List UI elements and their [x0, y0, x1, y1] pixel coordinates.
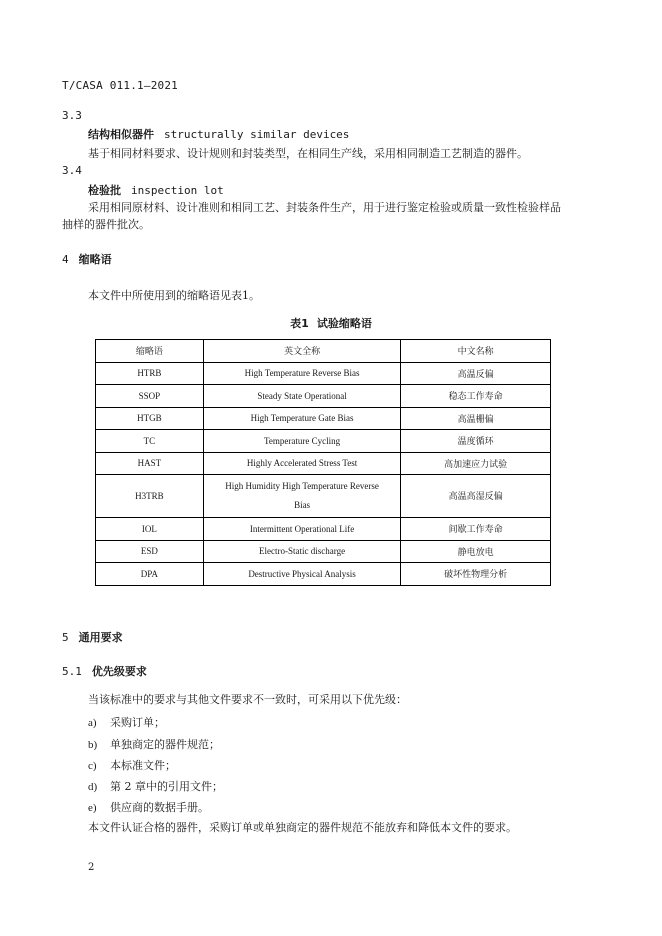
cell-abbr: IOL — [96, 518, 204, 541]
list-text: 单独商定的器件规范； — [110, 738, 220, 751]
cell-abbr: TC — [96, 430, 204, 453]
cell-abbr: H3TRB — [96, 475, 204, 518]
clause-number-3-4: 3.4 — [62, 164, 82, 177]
list-key: e) — [88, 802, 97, 814]
term-en: inspection lot — [131, 184, 224, 197]
list-item — [88, 757, 176, 773]
cell-abbr: HAST — [96, 452, 204, 475]
section-number: 5 — [62, 631, 69, 644]
cell-chinese: 高温栅偏 — [401, 407, 551, 430]
cell-english: Highly Accelerated Stress Test — [203, 452, 401, 475]
table-row — [96, 362, 551, 385]
cell-abbr: HTGB — [96, 407, 204, 430]
list-text: 本标准文件； — [110, 759, 176, 772]
table-caption-number: 表1 — [290, 317, 309, 330]
section-title: 缩略语 — [78, 253, 112, 266]
table-row — [96, 385, 551, 408]
cell-abbr: ESD — [96, 540, 204, 563]
cell-english-line2: Bias — [294, 500, 311, 510]
cell-abbr: SSOP — [96, 385, 204, 408]
table-row — [96, 518, 551, 541]
abbreviation-table — [95, 339, 551, 586]
list-text: 供应商的数据手册。 — [110, 801, 209, 814]
cell-english: Electro-Static discharge — [203, 540, 401, 563]
cell-english: Steady State Operational — [203, 385, 401, 408]
cell-chinese: 高温高湿反偏 — [401, 475, 551, 518]
term-en: structurally similar devices — [164, 128, 350, 141]
subsection-number: 5.1 — [62, 665, 82, 678]
cell-english: Temperature Cycling — [203, 430, 401, 453]
list-item — [88, 778, 223, 794]
table-row — [96, 540, 551, 563]
section-5-1-closing: 本文件认证合格的器件，采购订单或单独商定的器件规范不能放弃和降低本文件的要求。 — [88, 821, 517, 834]
page-number: 2 — [88, 862, 95, 873]
cell-chinese: 静电放电 — [401, 540, 551, 563]
table-row — [96, 563, 551, 586]
list-key: c) — [88, 760, 97, 772]
list-key: a) — [88, 717, 97, 729]
section-4-heading — [62, 251, 112, 267]
section-5-1-heading — [62, 663, 147, 679]
header-abbr: 缩略语 — [96, 340, 204, 363]
section-5-1-intro: 当该标准中的要求与其他文件要求不一致时，可采用以下优先级： — [88, 693, 407, 706]
table-caption — [0, 315, 662, 331]
section-5-heading — [62, 629, 123, 645]
table-caption-title: 试验缩略语 — [316, 317, 372, 330]
term-3-4 — [88, 182, 224, 198]
section-title: 通用要求 — [78, 631, 123, 644]
cell-chinese: 高加速应力试验 — [401, 452, 551, 475]
cell-english — [203, 475, 401, 518]
cell-abbr: HTRB — [96, 362, 204, 385]
cell-chinese: 温度循环 — [401, 430, 551, 453]
list-item — [88, 736, 220, 752]
cell-chinese: 稳态工作寿命 — [401, 385, 551, 408]
table-row — [96, 475, 551, 518]
cell-chinese: 间歇工作寿命 — [401, 518, 551, 541]
subsection-title: 优先级要求 — [91, 665, 147, 678]
list-item — [88, 799, 209, 815]
list-text: 第 2 章中的引用文件； — [110, 780, 223, 793]
cell-abbr: DPA — [96, 563, 204, 586]
list-key: d) — [88, 781, 98, 793]
section-4-intro: 本文件中所使用到的缩略语见表1。 — [88, 289, 260, 302]
cell-chinese: 破坏性物理分析 — [401, 563, 551, 586]
header-english: 英文全称 — [203, 340, 401, 363]
list-key: b) — [88, 739, 98, 751]
list-item — [88, 714, 165, 730]
table-row — [96, 407, 551, 430]
cell-chinese: 高温反偏 — [401, 362, 551, 385]
cell-english-line1: High Humidity High Temperature Reverse — [225, 481, 379, 491]
cell-english: High Temperature Gate Bias — [203, 407, 401, 430]
document-header-id: T/CASA 011.1—2021 — [62, 79, 178, 92]
definition-3-3: 基于相同材料要求、设计规则和封装类型，在相同生产线，采用相同制造工艺制造的器件。 — [88, 147, 528, 160]
list-text: 采购订单； — [110, 716, 165, 729]
table-header-row — [96, 340, 551, 363]
header-chinese: 中文名称 — [401, 340, 551, 363]
definition-3-4-line1: 采用相同原材料、设计准则和相同工艺、封装条件生产，用于进行鉴定检验或质量一致性检验样品 — [88, 201, 561, 214]
table-row — [96, 452, 551, 475]
term-3-3 — [88, 126, 349, 142]
section-number: 4 — [62, 253, 69, 266]
clause-number-3-3: 3.3 — [62, 109, 82, 122]
term-cn: 结构相似器件 — [88, 128, 154, 141]
definition-3-4-line2: 抽样的器件批次。 — [62, 218, 150, 231]
term-cn: 检验批 — [88, 184, 121, 197]
table-row — [96, 430, 551, 453]
cell-english: Intermittent Operational Life — [203, 518, 401, 541]
cell-english: Destructive Physical Analysis — [203, 563, 401, 586]
cell-english: High Temperature Reverse Bias — [203, 362, 401, 385]
